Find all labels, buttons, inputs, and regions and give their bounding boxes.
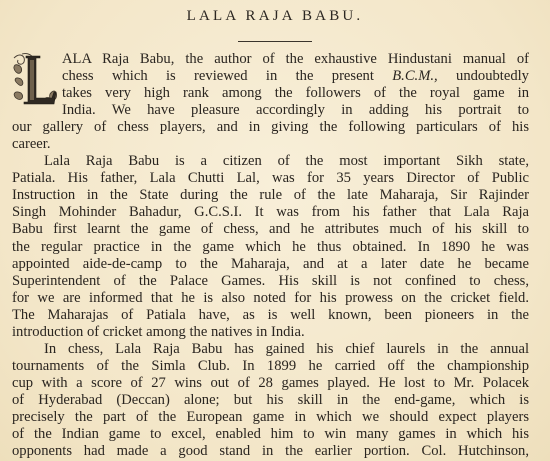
text-line-3: takes very high rank among the followers of the royal game in — [62, 85, 529, 102]
ornamental-initial-icon — [10, 50, 60, 108]
text-line-18: In chess, Lala Raja Babu has gained his chief laurels in the annual — [44, 340, 529, 357]
text-line-20: cup with a score of 27 wins out of 28 games played. He lost to Mr. Polacek — [12, 374, 529, 391]
text-line-22: precisely the part of the European game in which we should expect players — [12, 408, 529, 425]
text-line-1: ALA Raja Babu, the author of the exhaustive Hindustani manual of — [62, 51, 529, 67]
text-line-11: Babu first learnt the game of chess, and he attributes much of his skill to — [12, 221, 529, 238]
title-rule — [238, 41, 312, 42]
text-line-8: Patiala. His father, Lala Chutti Lal, was for 35 years Director of Public — [12, 170, 529, 187]
text-line-7: Lala Raja Babu is a citizen of the most important Sikh state, — [44, 153, 529, 170]
text-line-21: of Hyderabad (Deccan) alone; but his skill in the end-game, which is — [12, 391, 529, 408]
text-line-10: Singh Mohinder Bahadur, G.C.S.I. It was from his father that Lala Raja — [12, 204, 529, 221]
text-line-15: for we are informed that he is also noted for his prowess on the cricket field. — [12, 289, 529, 306]
text-line-13: appointed aide-de-camp to the Maharaja, and at a later date he became — [12, 255, 529, 272]
text-line-9: Instruction in the State during the rule of the late Maharaja, Sir Rajinder — [12, 187, 529, 204]
text-line-23: of the Indian game to excel, enabled him to win many games in which his — [12, 426, 529, 442]
text-line-5: our gallery of chess players, and in giving the following particulars of his — [12, 119, 529, 136]
decorative-initial-l — [10, 50, 60, 108]
text-line-19: tournaments of the Simla Club. In 1899 he carried off the championship — [12, 357, 529, 374]
text-line-16: The Maharajas of Patiala have, as is well known, been pioneers in the — [12, 306, 529, 323]
text-line-12: the regular practice in the game which he thus obtained. In 1890 he was — [12, 238, 529, 255]
text-line-14: Superintendent of the Palace Games. His skill is not confined to chess, — [12, 272, 529, 289]
page-title: LALA RAJA BABU. — [186, 8, 364, 24]
italic-bcm: B.C.M., — [392, 68, 438, 84]
text-line-2: chess which is reviewed in the present B.C.M., undoubtedly — [62, 68, 529, 84]
text-line-17: introduction of cricket among the natives in India. — [12, 323, 305, 340]
text-line-6: career. — [12, 136, 51, 153]
text-line-4: India. We have pleasure accordingly in adding his portrait to — [62, 102, 529, 119]
text-line-24: opponents had made a good stand in the earlier portion. Col. Hutchinson, — [12, 443, 529, 459]
